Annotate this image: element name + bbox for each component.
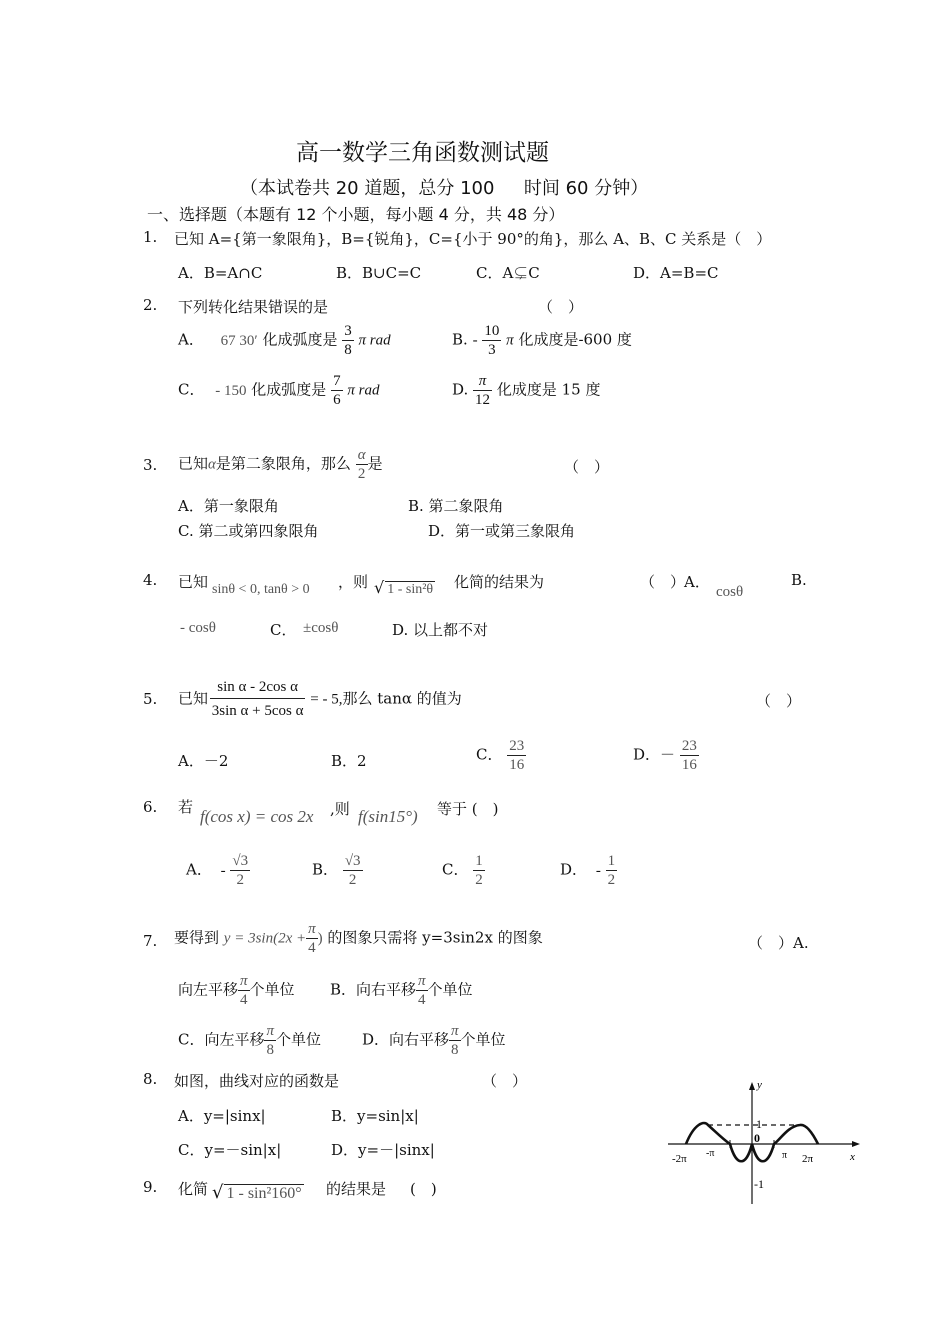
q6-post: 等于 ( ) <box>437 800 499 818</box>
q5-c-denominator: 16 <box>509 757 525 773</box>
q2-option-d <box>452 372 600 409</box>
q2-paren: （ ） <box>538 298 584 316</box>
graph-x-mpi: -π <box>706 1148 715 1159</box>
q9-pre: 化简 <box>178 1180 209 1198</box>
q7-expr-b: ) <box>317 930 323 947</box>
q7-option-a <box>178 972 295 1009</box>
q3-option-a: A．第一象限角 <box>178 497 279 515</box>
q8-option-b: B．y=sin|x| <box>331 1107 419 1125</box>
q2-d-fraction <box>473 372 492 409</box>
graph-x-pi: π <box>782 1150 788 1161</box>
q2-b-label: B. <box>452 330 468 349</box>
q2-d-numerator: π <box>473 372 492 391</box>
q8-paren: （ ） <box>482 1072 528 1090</box>
q7-c-numerator: π <box>266 1023 274 1039</box>
q2-c-text: 化成弧度是 <box>251 380 327 399</box>
q6-a-denominator: 2 <box>236 872 245 888</box>
q3-stem <box>178 446 383 483</box>
q6-mid: ,则 <box>330 800 350 818</box>
q3-option-c: C. 第二或第四象限角 <box>178 522 319 540</box>
q7-option-d <box>362 1022 506 1059</box>
q2-a-denominator: 8 <box>344 342 352 358</box>
q7-b-text: B．向右平移 <box>330 980 417 999</box>
q2-c-numerator: 7 <box>333 373 341 389</box>
q8-option-a: A．y=|sinx| <box>178 1107 266 1125</box>
q4-sqrt-sign: √ <box>374 578 385 597</box>
q6-c-fraction <box>473 852 485 889</box>
q7-d-numerator: π <box>451 1023 459 1039</box>
q7-a-text: 向左平移 <box>178 980 239 999</box>
q9-sqrt-sign: √ <box>212 1182 224 1203</box>
q4-radicand: 1 - sin²θ <box>387 582 434 597</box>
q6-pre: 若 <box>178 798 194 816</box>
graph-x-label: x <box>850 1151 855 1163</box>
q5-option-b: B．2 <box>331 752 367 770</box>
q5-c-label: C． <box>476 745 503 764</box>
q7-b-denominator: 4 <box>418 992 426 1008</box>
q7-numerator: π <box>308 921 316 937</box>
q9-paren: ( ) <box>410 1180 437 1198</box>
q6-d-denominator: 2 <box>607 872 616 888</box>
q6-b-numerator: √3 <box>344 853 361 869</box>
q3-alpha: α <box>208 456 216 473</box>
q7-c-text: C．向左平移 <box>178 1030 265 1049</box>
q6-option-b <box>312 852 363 889</box>
q2-number: 2. <box>143 296 158 314</box>
q6-a-fraction <box>230 852 250 889</box>
q2-d-denominator: 12 <box>475 392 491 408</box>
q4-c-label: C． <box>270 621 297 639</box>
q3-post: 是 <box>367 454 383 473</box>
q4-c-value: ±cosθ <box>303 620 339 636</box>
q9-radicand: 1 - sin²160° <box>226 1185 302 1202</box>
q7-fraction <box>306 920 318 957</box>
q2-a-unit: π rad <box>358 332 391 349</box>
q4-b-label: B. <box>791 571 807 589</box>
q4-a-label: A． <box>684 573 710 591</box>
q2-b-text: 化成度是-600 度 <box>518 330 632 349</box>
q2-a-text: 化成弧度是 <box>262 330 338 349</box>
q6-b-denominator: 2 <box>348 872 357 888</box>
q3-paren: （ ） <box>564 458 610 476</box>
q5-number: 5. <box>143 690 158 708</box>
section-heading: 一、选择题（本题有 12 个小题，每小题 4 分，共 48 分） <box>147 205 565 224</box>
q2-option-c <box>178 372 379 409</box>
q2-b-fraction <box>482 322 501 359</box>
q7-c-post: 个单位 <box>276 1030 322 1049</box>
q7-paren: （ ）A. <box>748 934 809 952</box>
q5-equals: = - 5, <box>310 691 343 708</box>
graph-y-label: y <box>757 1079 762 1091</box>
q5-paren: （ ） <box>756 692 802 710</box>
q2-c-fraction <box>331 372 343 409</box>
q2-a-numerator: 3 <box>344 323 352 339</box>
q7-stem <box>174 920 543 957</box>
q5-post: 那么 tanα 的值为 <box>342 689 462 708</box>
q6-b-fraction <box>343 852 363 889</box>
q6-expr1: f(cos x) = cos 2x <box>200 807 314 826</box>
q9-number: 9. <box>143 1178 158 1196</box>
graph-y-arrow <box>749 1082 755 1090</box>
q7-option-b <box>330 972 473 1009</box>
q6-b-label: B． <box>312 860 339 879</box>
q2-b-pi: π <box>506 332 514 349</box>
q7-b-numerator: π <box>418 973 426 989</box>
q3-number: 3. <box>143 456 158 474</box>
q5-d-numerator: 23 <box>681 738 697 754</box>
q6-expr2: f(sin15°) <box>358 807 418 826</box>
q2-option-a <box>178 322 391 359</box>
q3-numerator: α <box>357 447 366 463</box>
q7-number: 7. <box>143 932 158 950</box>
q2-option-b <box>452 322 632 359</box>
q4-option-d: D. 以上都不对 <box>392 621 489 639</box>
q5-denominator: 3sin α + 5cos α <box>211 703 304 719</box>
q7-a-numerator: π <box>240 973 248 989</box>
q1-option-c: C．A⊊C <box>476 264 540 282</box>
q2-c-angle: - 150 <box>215 382 247 399</box>
q5-d-label: D．－ <box>633 745 676 764</box>
q5-d-denominator: 16 <box>681 757 697 773</box>
q4-number: 4. <box>143 571 158 589</box>
graph-x-m2pi: -2π <box>672 1153 687 1165</box>
q7-d-post: 个单位 <box>460 1030 506 1049</box>
q1-number: 1. <box>143 228 158 246</box>
q5-option-a: A．－2 <box>178 752 229 770</box>
q7-post: 的图象只需将 y=3sin2x 的图象 <box>327 928 543 947</box>
q5-d-fraction <box>680 737 699 774</box>
q5-option-c <box>476 737 526 774</box>
q2-a-angle: 67 30′ <box>220 332 258 349</box>
graph-origin: 0 <box>754 1131 760 1145</box>
q4-radical <box>374 578 435 598</box>
q7-a-fraction <box>238 972 250 1009</box>
q4-b-value: - cosθ <box>180 620 216 636</box>
q3-denominator: 2 <box>357 466 366 482</box>
q6-d-sign: - <box>595 862 601 879</box>
q2-c-unit: π rad <box>347 382 380 399</box>
page-subtitle: （本试卷共 20 道题，总分 100 时间 60 分钟） <box>240 178 649 199</box>
q4-pre: 已知 <box>178 573 209 591</box>
q9-post: 的结果是 <box>326 1180 387 1198</box>
q8-option-c: C．y=－sin|x| <box>178 1141 282 1159</box>
q7-pre: 要得到 <box>174 928 220 947</box>
q6-d-fraction <box>606 852 618 889</box>
q6-number: 6. <box>143 798 158 816</box>
q6-d-label: D． <box>560 860 588 879</box>
q7-expr-a: y = 3sin(2x + <box>223 930 307 947</box>
q7-d-fraction <box>449 1022 461 1059</box>
q5-numerator: sin α - 2cos α <box>210 676 306 699</box>
q4-a-value: cosθ <box>716 584 744 600</box>
q6-a-label: A． <box>186 860 212 879</box>
graph-x-arrow <box>852 1141 860 1147</box>
q2-c-label: C． <box>178 380 205 399</box>
q2-d-label: D. <box>452 380 469 399</box>
q6-option-c <box>442 852 485 889</box>
q5-c-fraction <box>507 737 526 774</box>
q3-pre: 已知 <box>178 454 209 473</box>
q8-number: 8. <box>143 1070 158 1088</box>
q1-option-b: B．B∪C=C <box>336 264 422 282</box>
q7-c-fraction <box>264 1022 276 1059</box>
q7-a-post: 个单位 <box>249 980 295 999</box>
q5-c-numerator: 23 <box>509 738 525 754</box>
q7-b-post: 个单位 <box>427 980 473 999</box>
q3-option-d: D．第一或第三象限角 <box>428 522 576 540</box>
q2-b-denominator: 3 <box>488 342 496 358</box>
q1-option-d: D．A=B=C <box>633 264 719 282</box>
q3-option-b: B. 第二象限角 <box>408 497 504 515</box>
q7-option-c <box>178 1022 321 1059</box>
q2-stem: 下列转化结果错误的是 <box>178 298 329 316</box>
q2-b-sign: - <box>472 332 478 349</box>
q2-d-text: 化成度是 15 度 <box>496 380 601 399</box>
q8-stem: 如图，曲线对应的函数是 <box>174 1072 340 1090</box>
q7-d-text: D．向右平移 <box>362 1030 450 1049</box>
graph-tick-1: 1 <box>756 1117 762 1131</box>
q5-pre: 已知 <box>178 689 209 708</box>
q6-option-d <box>560 852 617 889</box>
q4-paren: （ ） <box>640 573 686 591</box>
q8-option-d: D．y=－|sinx| <box>331 1141 435 1159</box>
q7-a-denominator: 4 <box>240 992 248 1008</box>
q1-stem: 已知 A={第一象限角}，B={锐角}，C={小于 90°的角}，那么 A、B、C 关系是（ ） <box>174 230 772 248</box>
q2-a-fraction <box>342 322 354 359</box>
q6-a-sign: - <box>220 862 226 879</box>
q5-fraction <box>210 676 306 723</box>
q6-c-denominator: 2 <box>475 872 483 888</box>
q6-c-label: C． <box>442 860 469 879</box>
q9-radical <box>212 1182 304 1203</box>
graph-x-2pi: 2π <box>802 1153 814 1165</box>
q7-denominator: 4 <box>308 940 316 956</box>
q2-b-numerator: 10 <box>484 323 500 339</box>
q3-mid: 是第二象限角，那么 <box>215 454 351 473</box>
q7-c-denominator: 8 <box>266 1042 274 1058</box>
q4-post: 化简的结果为 <box>454 573 545 591</box>
page-title: 高一数学三角函数测试题 <box>296 140 549 166</box>
q3-fraction <box>356 446 368 483</box>
q4-mid: ，则 <box>338 573 369 591</box>
q5-stem <box>178 676 462 723</box>
q7-b-fraction <box>416 972 428 1009</box>
q6-option-a <box>186 852 250 889</box>
q6-d-numerator: 1 <box>607 853 616 869</box>
q2-c-denominator: 6 <box>333 392 341 408</box>
q2-a-label: A． <box>178 330 204 349</box>
q8-graph <box>664 1076 868 1206</box>
q6-a-numerator: √3 <box>232 853 249 869</box>
q5-option-d <box>633 737 699 774</box>
graph-tick-m1: -1 <box>754 1177 764 1191</box>
q7-d-denominator: 8 <box>451 1042 459 1058</box>
q4-condition: sinθ < 0, tanθ > 0 <box>212 582 310 597</box>
q6-c-numerator: 1 <box>475 853 483 869</box>
q1-option-a: A．B=A∩C <box>178 264 263 282</box>
